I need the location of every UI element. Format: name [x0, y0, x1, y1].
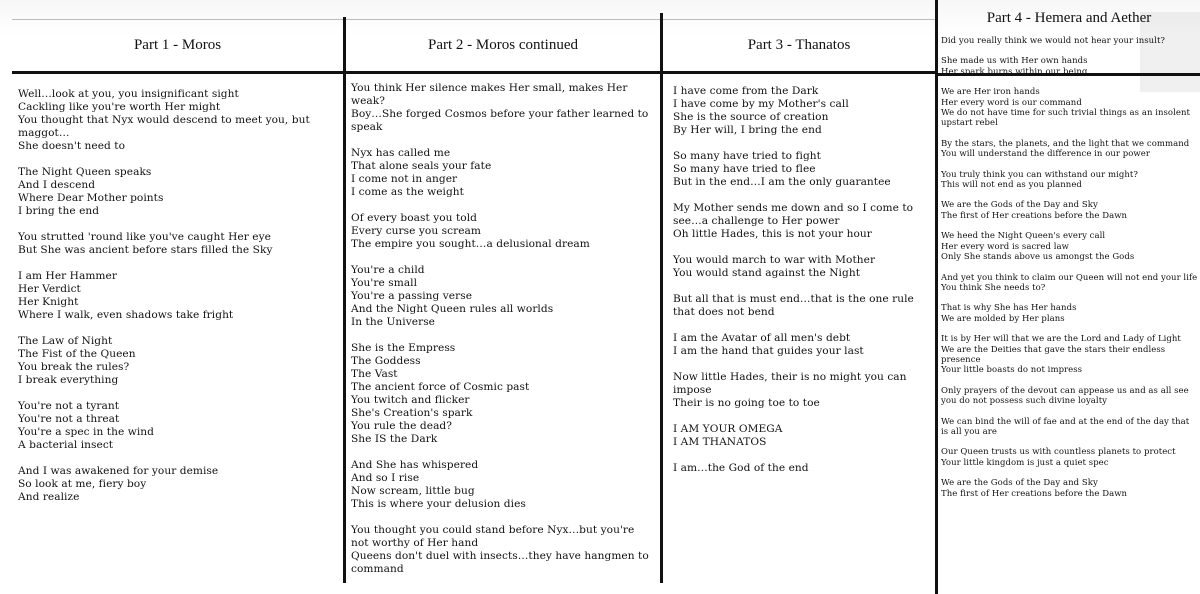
lyric-line: Boy…She forged Cosmos before your father learned to speak — [351, 108, 652, 133]
lyric-line: You think She needs to? — [941, 282, 1046, 293]
stanza — [673, 332, 930, 358]
lyric-line: Well…look at you, you insignificant sight — [18, 88, 239, 100]
lyrics-body — [351, 82, 654, 589]
lyric-line: I come not in anger — [351, 173, 458, 185]
stanza — [941, 36, 1198, 46]
lyric-line: By the stars, the planets, and the light that we command — [941, 138, 1190, 149]
lyric-line: Queens don't duel with insects…they have hangmen to command — [351, 550, 653, 575]
lyric-line: And so I rise — [351, 472, 420, 484]
lyric-line: She IS the Dark — [351, 433, 438, 445]
lyric-line: By Her will, I bring the end — [673, 124, 822, 136]
lyric-line: Her Knight — [18, 296, 79, 308]
stanza — [941, 447, 1198, 468]
lyric-line: Now scream, little bug — [351, 485, 475, 497]
lyric-line: But in the end…I am the only guarantee — [673, 176, 891, 188]
lyric-line: The first of Her creations before the Dawn — [941, 488, 1128, 499]
lyric-line: Where Dear Mother points — [18, 192, 164, 204]
lyric-line: You're not a tyrant — [18, 400, 120, 412]
lyric-line: She made us with Her own hands — [941, 56, 1088, 67]
lyric-line: Your little boasts do not impress — [941, 365, 1083, 376]
top-border-left — [12, 19, 938, 20]
lyric-line: The Vast — [351, 368, 398, 380]
lyric-line: You're a child — [351, 264, 425, 276]
stanza — [18, 88, 336, 153]
lyric-line: Her Verdict — [18, 283, 81, 295]
lyric-line: So many have tried to flee — [673, 163, 816, 175]
stanza — [18, 335, 336, 387]
stanza — [941, 139, 1198, 160]
lyric-line: You thought you could stand before Nyx…but you're not worthy of Her hand — [351, 524, 638, 549]
stanza — [673, 293, 930, 319]
lyric-line: I am the hand that guides your last — [673, 345, 864, 357]
stanza — [941, 200, 1198, 221]
column-title: Part 4 - Hemera and Aether — [986, 10, 1152, 26]
lyric-line: The first of Her creations before the Dawn — [941, 210, 1128, 221]
lyric-line: We heed the Night Queen's every call — [941, 231, 1106, 242]
lyrics-body — [941, 36, 1198, 509]
column-title: Part 1 - Moros — [133, 37, 222, 53]
lyric-line: Her every word is sacred law — [941, 241, 1069, 252]
stanza — [351, 212, 654, 251]
lyric-line: Cackling like you're worth Her might — [18, 101, 221, 113]
stanza — [18, 270, 336, 322]
lyric-line: You will understand the difference in our power — [941, 149, 1150, 160]
lyric-line: You strutted 'round like you've caught Her eye — [18, 231, 271, 243]
stanza — [941, 478, 1198, 499]
lyric-line: This will not end as you planned — [941, 180, 1082, 191]
lyric-line: In the Universe — [351, 316, 436, 328]
lyric-line: Of every boast you told — [351, 212, 477, 224]
lyric-line: So many have tried to fight — [673, 150, 821, 162]
lyric-line: We do not have time for such trivial things as an insolent upstart rebel — [941, 108, 1193, 129]
lyric-line: She is the source of creation — [673, 111, 829, 123]
lyric-line: You break the rules? — [18, 361, 130, 373]
column-divider-3 — [935, 0, 938, 594]
lyric-line: And yet you think to claim our Queen will not end your life — [941, 272, 1198, 283]
lyric-line: You're a spec in the wind — [18, 426, 154, 438]
lyric-line: We are molded by Her plans — [941, 313, 1065, 324]
lyric-line: And I was awakened for your demise — [18, 465, 219, 477]
stanza — [351, 524, 654, 576]
lyric-line: And I descend — [18, 179, 96, 191]
stanza — [941, 417, 1198, 438]
stanza — [18, 465, 336, 504]
lyric-line: She doesn't need to — [18, 140, 126, 152]
stanza — [18, 166, 336, 218]
lyric-line: You twitch and flicker — [351, 394, 470, 406]
lyric-line: Her every word is our command — [941, 97, 1082, 108]
lyric-line: That alone seals your fate — [351, 160, 492, 172]
lyric-line: You thought that Nyx would descend to meet you, but maggot… — [18, 114, 314, 139]
stanza — [941, 87, 1198, 129]
stanza — [941, 273, 1198, 294]
stanza — [351, 459, 654, 511]
lyric-line: Every curse you scream — [351, 225, 482, 237]
stanza — [673, 202, 930, 241]
stanza — [673, 254, 930, 280]
lyric-line: I break everything — [18, 374, 119, 386]
lyric-line: And realize — [18, 491, 80, 503]
lyric-line: I AM YOUR OMEGA — [673, 423, 783, 435]
lyric-line: You're not a threat — [18, 413, 120, 425]
lyric-line: I AM THANATOS — [673, 436, 767, 448]
lyric-line: We can bind the will of fae and at the end of the day that is all you are — [941, 416, 1193, 437]
lyric-line: The Night Queen speaks — [18, 166, 152, 178]
stanza — [18, 231, 336, 257]
lyric-line: So look at me, fiery boy — [18, 478, 147, 490]
lyric-line: You would march to war with Mother — [673, 254, 876, 266]
lyric-line: Nyx has called me — [351, 147, 451, 159]
stanza — [18, 400, 336, 452]
lyric-line: Her spark burns within our being — [941, 66, 1088, 77]
lyric-line: She is the Empress — [351, 342, 456, 354]
lyrics-body — [18, 88, 336, 517]
lyric-line: You're a passing verse — [351, 290, 473, 302]
lyric-line: I have come by my Mother's call — [673, 98, 849, 110]
column-title: Part 2 - Moros continued — [428, 37, 578, 53]
lyric-line: It is by Her will that we are the Lord and Lady of Light — [941, 334, 1181, 345]
stanza — [941, 334, 1198, 376]
lyric-line: You would stand against the Night — [673, 267, 860, 279]
lyric-line: Did you really think we would not hear your insult? — [941, 36, 1166, 46]
stanza — [351, 264, 654, 329]
lyric-line: Where I walk, even shadows take fright — [18, 309, 234, 321]
lyric-line: We are Her iron hands — [941, 87, 1040, 98]
stanza — [941, 170, 1198, 191]
stanza — [941, 231, 1198, 262]
lyric-line: You think Her silence makes Her small, makes Her weak? — [351, 82, 631, 107]
lyric-line: I have come from the Dark — [673, 85, 819, 97]
lyric-line: A bacterial insect — [18, 439, 114, 451]
lyric-line: The ancient force of Cosmic past — [351, 381, 530, 393]
lyric-line: We are the Gods of the Day and Sky — [941, 200, 1098, 211]
lyric-line: But all that is must end…that is the one rule that does not bend — [673, 293, 918, 318]
lyric-line: Now little Hades, their is no might you can impose — [673, 371, 910, 396]
lyric-line: Your little kingdom is just a quiet spec — [941, 457, 1109, 468]
lyric-line: I bring the end — [18, 205, 100, 217]
lyric-line: But She was ancient before stars filled the Sky — [18, 244, 273, 256]
stanza — [351, 147, 654, 199]
lyric-line: My Mother sends me down and so I come to see…a challenge to Her power — [673, 202, 917, 227]
lyric-line: The empire you sought…a delusional dream — [351, 238, 590, 250]
lyric-line: And She has whispered — [351, 459, 479, 471]
lyric-line: She's Creation's spark — [351, 407, 473, 419]
stanza — [673, 150, 930, 189]
lyric-line: The Fist of the Queen — [18, 348, 136, 360]
stanza — [941, 386, 1198, 407]
lyric-line: And the Night Queen rules all worlds — [351, 303, 554, 315]
lyric-line: Oh little Hades, this is not your hour — [673, 228, 872, 240]
column-divider-1 — [343, 17, 346, 583]
column-title: Part 3 - Thanatos — [747, 37, 851, 53]
lyrics-body — [673, 85, 930, 488]
lyric-line: You're small — [351, 277, 418, 289]
lyric-line: Only She stands above us amongst the Gods — [941, 252, 1135, 263]
lyric-line: Their is no going toe to toe — [673, 397, 820, 409]
lyric-line: The Goddess — [351, 355, 421, 367]
lyric-line: That is why She has Her hands — [941, 303, 1077, 314]
header-divider-left — [12, 71, 938, 74]
stanza — [351, 342, 654, 446]
stanza — [941, 56, 1198, 77]
lyric-line: This is where your delusion dies — [351, 498, 526, 510]
stanza — [673, 85, 930, 137]
stanza — [941, 303, 1198, 324]
lyric-line: I am…the God of the end — [673, 462, 809, 474]
lyric-line: We are the Gods of the Day and Sky — [941, 478, 1098, 489]
stanza — [673, 462, 930, 475]
lyric-line: I am the Avatar of all men's debt — [673, 332, 851, 344]
stanza — [673, 423, 930, 449]
lyric-line: We are the Deities that gave the stars their endless presence — [941, 344, 1168, 365]
lyric-line: You rule the dead? — [351, 420, 452, 432]
lyric-line: I am Her Hammer — [18, 270, 117, 282]
lyric-line: You truly think you can withstand our might? — [941, 169, 1138, 180]
lyric-line: Our Queen trusts us with countless planets to protect — [941, 447, 1176, 458]
lyric-line: The Law of Night — [18, 335, 113, 347]
stanza — [673, 371, 930, 410]
lyric-line: I come as the weight — [351, 186, 464, 198]
lyric-line: Only prayers of the devout can appease us and as all see you do not possess such divine loyalty — [941, 385, 1192, 407]
stanza — [351, 82, 654, 134]
column-divider-2 — [660, 13, 663, 583]
